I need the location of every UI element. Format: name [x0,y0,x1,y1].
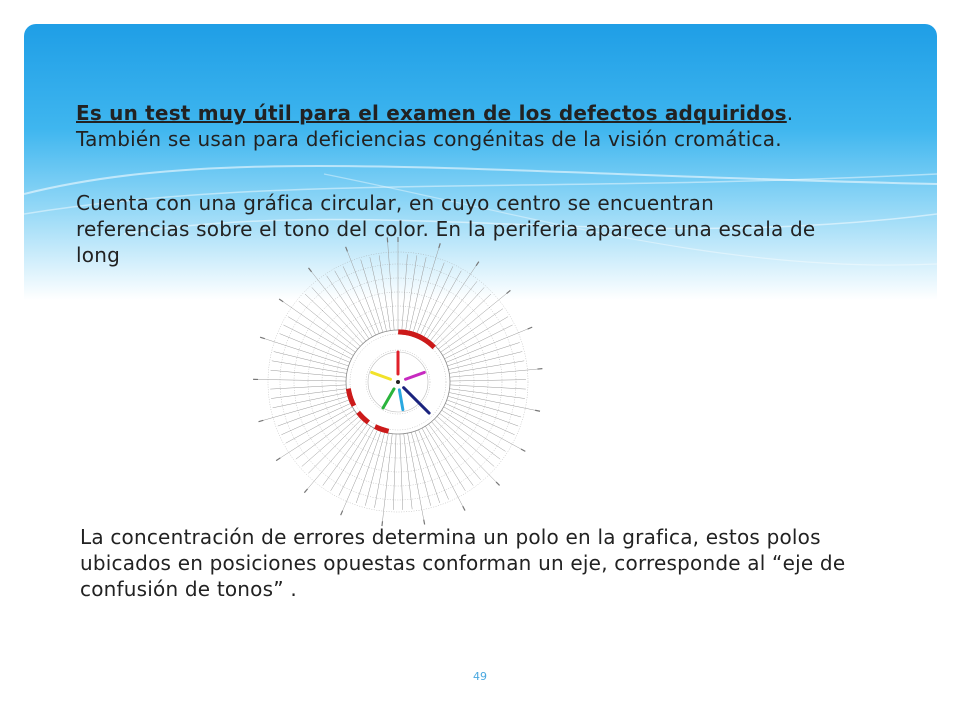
outer-tick-label [346,247,348,252]
radial-spoke [444,407,521,449]
outer-tick-label [259,420,264,421]
outer-tick-label [260,337,265,339]
radial-spoke [419,430,449,500]
outer-tick-label [276,458,280,461]
radial-spoke [323,424,368,485]
outer-tick-label [279,299,283,302]
radial-spoke [280,410,354,458]
paragraph-intro [76,100,856,152]
radial-spoke [273,392,347,407]
radial-spoke [427,266,476,339]
radial-spoke [449,352,523,370]
radial-spoke [280,334,350,363]
radial-spoke [283,302,355,352]
radial-spoke [263,396,348,420]
radial-spoke [283,325,351,359]
radial-spoke [450,369,538,377]
radial-spoke [308,422,365,489]
radial-spoke [305,294,360,346]
outer-tick-label [521,449,525,451]
radial-spoke [308,419,361,473]
radial-spoke [370,257,387,331]
radial-spoke [408,433,424,520]
radial-spoke [439,413,500,459]
paragraph-confusion-axis: La concentración de errores determina un polo en la grafica, estos polos ubicados en posiciones opuestas conforman un eje, corresponde al “eje de confusión de tonos” . [80,525,846,601]
radial-spoke [438,294,506,350]
radial-spoke [258,379,346,381]
radial-spoke [312,272,366,341]
radial-spoke [404,434,412,510]
radial-spoke [441,309,503,353]
radial-spoke [417,263,444,334]
radial-spoke [450,389,525,399]
outer-tick-label [476,262,479,266]
radial-spoke [424,271,462,337]
radial-spoke [429,424,474,485]
radial-spoke [430,281,477,341]
radial-spoke [450,385,526,389]
outer-tick-label [463,506,465,510]
radial-spoke [445,325,513,359]
radial-spoke [335,271,373,337]
outer-tick-label [535,410,540,411]
paragraph-intro-period: . [786,101,794,125]
outer-tick-label [308,268,311,272]
radial-spoke [388,242,394,330]
radial-spoke [343,430,378,511]
radial-spoke [446,329,527,362]
radial-spoke [406,255,417,330]
error-mark [346,388,352,396]
outer-tick-label [304,489,307,493]
radial-spoke [296,413,357,459]
radial-spoke [449,392,535,410]
radial-spoke [400,434,403,510]
radial-spoke [299,301,358,349]
radial-spoke [379,255,390,330]
radial-spoke [286,407,353,443]
outer-tick-label [341,511,343,516]
center-point [396,380,400,384]
radial-hue-chart-svg [248,232,548,532]
radial-spoke [383,434,393,521]
radial-spoke [436,294,491,346]
radial-spoke [339,428,374,495]
paragraph-chart-description: Cuenta con una gráfica circular, en cuyo centro se encuentran referencias sobre el tono del color. En la periferia aparece una escala de long [76,191,816,267]
outer-tick-label [507,290,511,293]
radial-spoke [361,260,383,333]
paragraph-intro-lead: Es un test muy útil para el examen de los defectos adquiridos [76,101,787,125]
paragraph-intro-rest: También se usan para deficiencias congénitas de la visión cromática. [76,127,782,151]
radial-hue-chart [248,232,548,532]
page-number: 49 [473,670,487,683]
radial-spoke [422,428,463,506]
outer-tick-label [496,482,500,486]
outer-tick-label [439,243,440,248]
radial-spoke [274,352,348,370]
radial-spoke [434,419,496,482]
radial-spoke [409,257,426,331]
outer-tick-label [528,327,533,329]
radial-spoke [413,248,439,332]
radial-spoke [271,389,346,399]
